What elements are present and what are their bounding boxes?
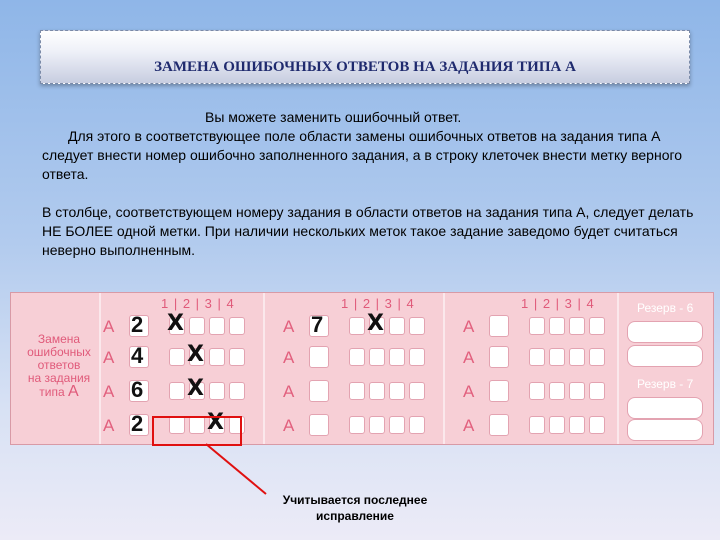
row-letter: А	[283, 382, 295, 401]
side-label-line: ответов	[37, 358, 81, 372]
row-letter: А	[463, 382, 475, 401]
answer-mark: X	[207, 410, 224, 435]
row-letter: А	[463, 348, 475, 367]
row-letter: А	[283, 317, 295, 336]
answer-mark: X	[187, 342, 204, 367]
task-number: 2	[131, 411, 144, 436]
answer-mark: X	[167, 311, 184, 336]
reserve-label: Резерв - 6	[637, 301, 694, 315]
task-number: 4	[131, 343, 144, 368]
paragraph-intro: Вы можете заменить ошибочный ответ.	[205, 109, 462, 125]
column-header: 1 | 2 | 3 | 4	[341, 296, 415, 311]
row-letter: А	[103, 317, 115, 336]
row-letter: А	[103, 382, 115, 401]
row-letter: А	[463, 416, 475, 435]
column-header: 1 | 2 | 3 | 4	[521, 296, 595, 311]
page-title: ЗАМЕНА ОШИБОЧНЫХ ОТВЕТОВ НА ЗАДАНИЯ ТИПА А	[154, 59, 576, 75]
row-letter: А	[463, 317, 475, 336]
task-number: 7	[311, 312, 324, 337]
task-number: 6	[131, 377, 144, 402]
callout-note: Учитывается последнее исправление	[282, 493, 428, 523]
task-number: 2	[131, 312, 144, 337]
column-header: 1 | 2 | 3 | 4	[161, 296, 235, 311]
row-letter: А	[283, 416, 295, 435]
answer-mark: X	[187, 376, 204, 401]
row-letter: А	[103, 416, 115, 435]
side-label-line: на задания	[27, 371, 91, 385]
side-label-letter: А	[68, 383, 79, 400]
paragraph-rules: В столбце, соответствующем номеру задания в области ответов на задания типа А, следует делать НЕ БОЛЕЕ одной метки. При наличии нескольких меток такое задание заведомо будет считаться неверно выполненным.	[42, 204, 694, 258]
side-label-line: ошибочных	[27, 345, 91, 359]
paragraph-instructions-text: Для этого в соответствующее поле области замены ошибочных ответов на задания типа А следует внести номер ошибочно заполненного задания, а в строку клеточек внести метку верного ответа.	[42, 128, 683, 182]
side-label-line: Замена	[37, 332, 81, 346]
answer-mark: X	[367, 311, 384, 336]
side-label-line: типа А	[39, 383, 79, 400]
row-letter: А	[283, 348, 295, 367]
reserve-label: Резерв - 7	[637, 377, 694, 391]
row-letter: А	[103, 348, 115, 367]
